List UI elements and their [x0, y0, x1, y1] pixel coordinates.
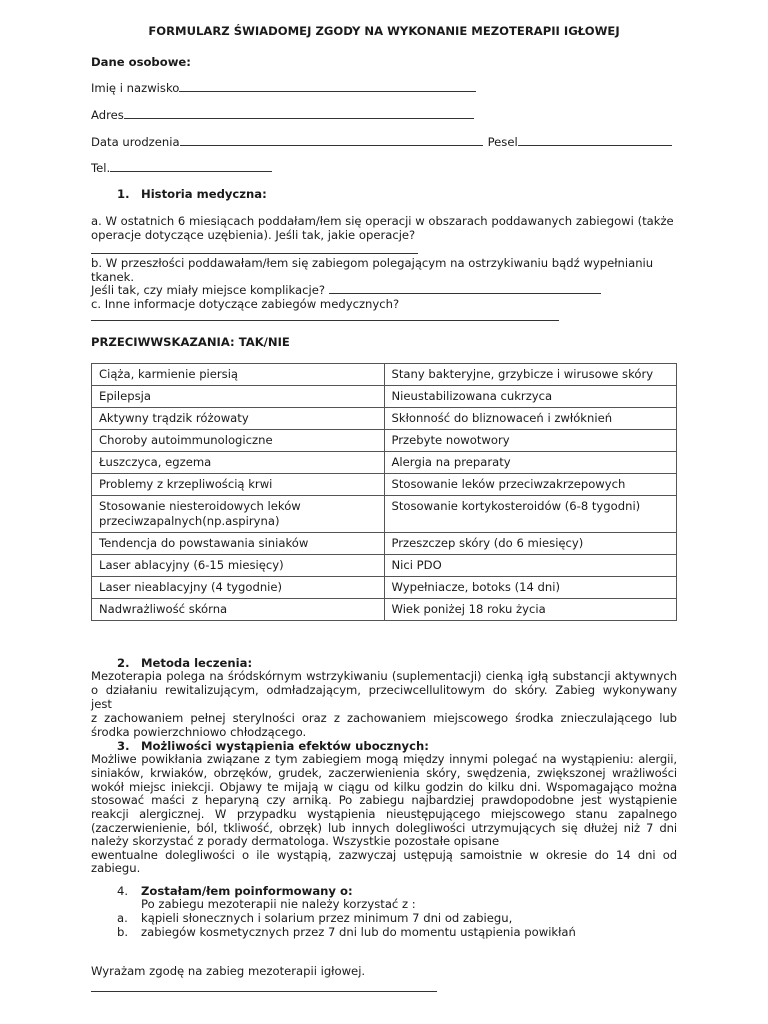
name-field[interactable] — [179, 81, 476, 92]
contra-row — [92, 555, 677, 577]
tel-row — [91, 161, 272, 175]
contra-cell-right: Przebyte nowotwory — [384, 430, 677, 452]
contraindications-table — [91, 363, 677, 621]
history-c-answer-line[interactable] — [91, 320, 559, 321]
consent-text: Wyrażam zgodę na zabieg mezoterapii igłowej. — [91, 964, 366, 978]
side-effects-line8: ewentualne dolegliwości o ile wystąpią, zazwyczaj ustępują samoistnie w okresie do 14 dni od — [91, 848, 677, 862]
contra-row — [92, 452, 677, 474]
contra-cell-left: Nadwrażliwość skórna — [92, 599, 385, 621]
side-effects-line3: wokół miejsc iniekcji. Objawy te mijają w ciągu od kilku godzin do kilku dni. Wspomagająco można — [91, 780, 677, 794]
history-number: 1. — [117, 187, 130, 201]
page-title: FORMULARZ ŚWIADOMEJ ZGODY NA WYKONANIE MEZOTERAPII IGŁOWEJ — [148, 24, 620, 38]
side-effects-line6: (zaczerwienienie, ból, tkliwość, obrzęk) lub innych dolegliwości utrzymujących się dłużej niż 7 dni — [91, 821, 677, 835]
history-heading-row — [117, 187, 267, 201]
contra-cell-right: Przeszczep skóry (do 6 miesięcy) — [384, 533, 677, 555]
method-line3: jest — [91, 697, 112, 711]
history-a-line1: a. W ostatnich 6 miesiącach poddałam/łem się operacji w obszarach poddawanych zabiegowi (także — [91, 214, 674, 228]
informed-b-text: zabiegów kosmetycznych przez 7 dni lub do momentu ustąpienia powikłań — [141, 925, 576, 939]
contra-cell-left: Laser nieablacyjny (4 tygodnie) — [92, 577, 385, 599]
contra-cell-right: Skłonność do bliznowaceń i zwłóknień — [384, 408, 677, 430]
contra-cell-right: Stany bakteryjne, grzybicze i wirusowe skóry — [384, 364, 677, 386]
pesel-label: Pesel — [487, 135, 518, 149]
informed-intro: Po zabiegu mezoterapii nie należy korzystać z : — [141, 897, 416, 911]
pesel-field[interactable] — [518, 135, 672, 146]
informed-heading-row — [117, 884, 353, 898]
side-effects-line1: Możliwe powikłania związane z tym zabiegiem mogą między innymi polegać na wystąpieniu: alergii, — [91, 752, 677, 766]
informed-number: 4. — [117, 884, 129, 898]
side-effects-line4: stosować maści z heparyną czy arniką. Po zabiegu najbardziej prawdopodobne jest wystąpienie — [91, 793, 677, 807]
side-effects-line7: należy skorzystać z porady dermatologa. Wszystkie pozostałe opisane — [91, 834, 500, 848]
contra-cell-right: Stosowanie kortykosteroidów (6-8 tygodni) — [384, 496, 677, 533]
dob-label: Data urodzenia — [91, 135, 180, 149]
contra-cell-right: Wiek poniżej 18 roku życia — [384, 599, 677, 621]
side-effects-line2: siniaków, krwiaków, obrzęków, grudek, zaczerwienienia skóry, swędzenia, zwiększonej wrażliwości — [91, 766, 677, 780]
name-label: Imię i nazwisko — [91, 81, 180, 95]
contra-row — [92, 386, 677, 408]
contra-row — [92, 364, 677, 386]
method-heading-row — [117, 656, 252, 670]
history-b-line3-row — [91, 283, 601, 297]
contra-row — [92, 599, 677, 621]
contra-cell-left: Stosowanie niesteroidowych leków przeciwzapalnych(np.aspiryna) — [92, 496, 385, 533]
method-line1: Mezoterapia polega na śródskórnym wstrzykiwaniu (suplementacji) cienką igłą substancji aktywnych — [91, 669, 677, 683]
history-b-line2: tkanek. — [91, 270, 135, 284]
side-effects-line9: zabiegu. — [91, 861, 141, 875]
informed-a-marker: a. — [117, 911, 128, 925]
tel-field[interactable] — [110, 161, 272, 172]
side-effects-heading-row — [117, 739, 429, 753]
contra-cell-left: Łuszczyca, egzema — [92, 452, 385, 474]
informed-b-row — [117, 925, 576, 939]
side-effects-number: 3. — [117, 739, 130, 753]
contra-cell-right: Nieustabilizowana cukrzyca — [384, 386, 677, 408]
informed-a-text: kąpieli słonecznych i solarium przez minimum 7 dni od zabiegu, — [141, 911, 513, 925]
method-line2: o działaniu rewitalizującym, odmładzającym, przeciwcellulitowym do skóry. Zabieg wykonywany — [91, 683, 677, 697]
name-row — [91, 81, 476, 95]
contra-row — [92, 430, 677, 452]
contra-cell-right: Stosowanie leków przeciwzakrzepowych — [384, 474, 677, 496]
history-a-line2: operacje dotyczące uzębienia). Jeśli tak, jakie operacje? — [91, 228, 416, 242]
contra-row — [92, 533, 677, 555]
dob-field[interactable] — [180, 135, 483, 146]
history-b-answer[interactable] — [329, 283, 601, 294]
contra-row — [92, 474, 677, 496]
history-b-line3: Jeśli tak, czy miały miejsce komplikacje? — [91, 283, 326, 297]
contra-row — [92, 496, 677, 533]
method-number: 2. — [117, 656, 130, 670]
address-field[interactable] — [124, 108, 474, 119]
informed-b-marker: b. — [117, 925, 129, 939]
contra-cell-left: Ciąża, karmienie piersią — [92, 364, 385, 386]
history-a-answer-line[interactable] — [91, 253, 418, 254]
contra-cell-left: Laser ablacyjny (6-15 miesięcy) — [92, 555, 385, 577]
history-b-line1: b. W przeszłości poddawałam/łem się zabiegom polegającym na ostrzykiwaniu bądź wypełnianiu — [91, 256, 654, 270]
personal-heading: Dane osobowe: — [91, 55, 191, 69]
tel-label: Tel. — [91, 161, 111, 175]
contra-cell-left: Problemy z krzepliwością krwi — [92, 474, 385, 496]
contra-cell-right: Wypełniacze, botoks (14 dni) — [384, 577, 677, 599]
side-effects-heading: Możliwości wystąpienia efektów ubocznych: — [141, 739, 429, 753]
contra-cell-left: Epilepsja — [92, 386, 385, 408]
method-line5: środka powierzchniowo chłodzącego. — [91, 725, 307, 739]
contra-cell-left: Tendencja do powstawania siniaków — [92, 533, 385, 555]
informed-a-row — [117, 911, 512, 925]
address-label: Adres — [91, 108, 124, 122]
contra-cell-right: Nici PDO — [384, 555, 677, 577]
contra-cell-left: Aktywny trądzik różowaty — [92, 408, 385, 430]
side-effects-line5: reakcji alergicznej. W przypadku wystąpienia nieustępującego miejscowego stanu zapalnego — [91, 807, 677, 821]
history-c-line: c. Inne informacje dotyczące zabiegów medycznych? — [91, 297, 400, 311]
method-heading: Metoda leczenia: — [141, 656, 253, 670]
contra-cell-right: Alergia na preparaty — [384, 452, 677, 474]
address-row — [91, 108, 474, 122]
signature-line[interactable] — [91, 991, 437, 992]
contra-cell-left: Choroby autoimmunologiczne — [92, 430, 385, 452]
history-heading: Historia medyczna: — [141, 187, 267, 201]
informed-heading: Zostałam/łem poinformowany o: — [141, 884, 353, 898]
method-line4: z zachowaniem pełnej sterylności oraz z zachowaniem miejscowego środka znieczulającego lub — [91, 711, 677, 725]
dob-row — [91, 135, 672, 149]
contra-row — [92, 408, 677, 430]
contra-heading: PRZECIWWSKAZANIA: TAK/NIE — [91, 335, 290, 349]
contra-row — [92, 577, 677, 599]
